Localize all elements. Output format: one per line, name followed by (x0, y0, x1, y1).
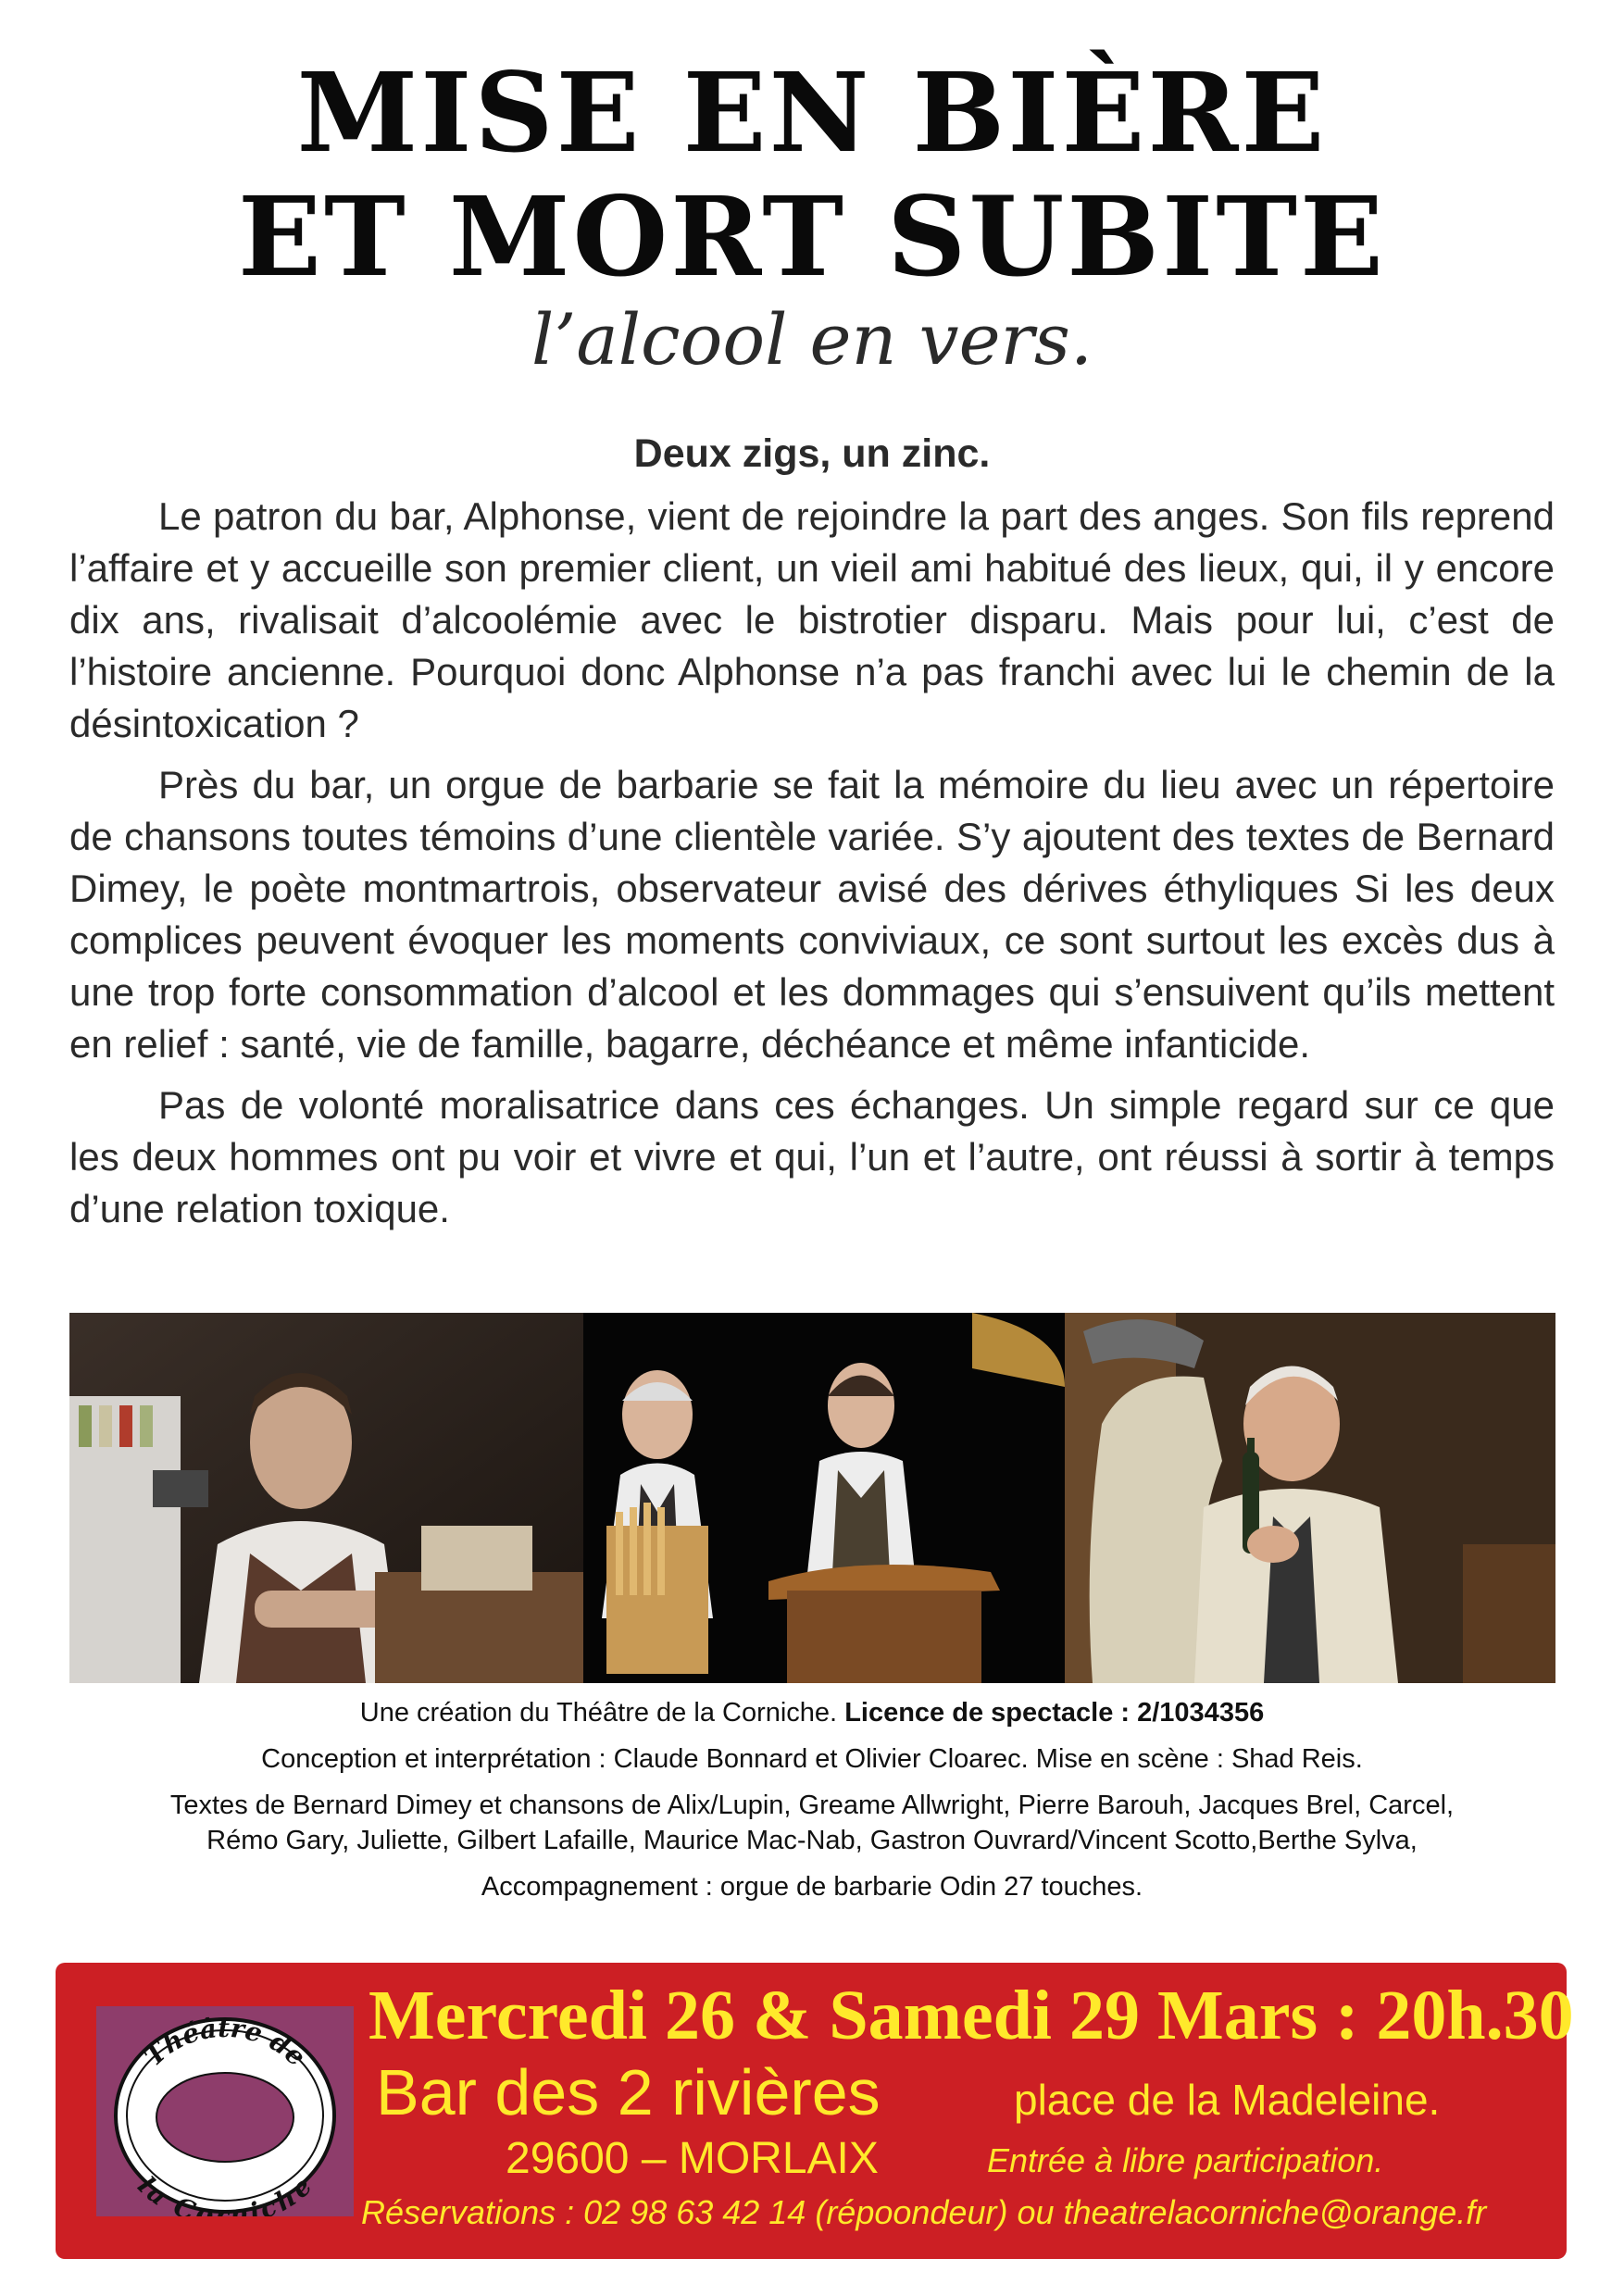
entry-info: Entrée à libre participation. (987, 2141, 1384, 2179)
venue-city: 29600 – MORLAIX (506, 2134, 879, 2183)
description (69, 491, 1555, 1244)
paragraph-1: Le patron du bar, Alphonse, vient de rejoindre la part des anges. Son fils reprend l’affaire et y accueille son premier client, un vieil ami habitué des lieux, qui, il y encore dix ans, rivalisait d’alcoolémie avec le bistrotier disparu. Mais pour lui, c’est de l’histoire ancienne. Pourquoi donc Alphonse n’a pas franchi avec lui le chemin de la désintoxication ? (69, 494, 1555, 745)
credits-texts-line-2: Rémo Gary, Juliette, Gilbert Lafaille, Maurice Mac-Nab, Gastron Ouvrard/Vincent Scotto,Berthe Sylva, (206, 1826, 1418, 1855)
logo-text-top: Théâtre de (138, 2012, 312, 2073)
title-line-2: ET MORT SUBITE (238, 172, 1386, 301)
photo-bar-actor (69, 1313, 583, 1683)
paragraph-2: Près du bar, un orgue de barbarie se fait la mémoire du lieu avec un répertoire de chansons toutes témoins d’une clientèle variée. S’y ajoutent des textes de Bernard Dimey, le poète montmartrois, observateur avisé des dérives éthyliques Si les deux complices peuvent évoquer les moments conviviaux, ce sont surtout les excès dus à une trop forte consommation d’alcool et les dommages qui s’ensuivent qu’ils mettent en relief : santé, vie de famille, bagarre, déchéance et même infanticide. (69, 763, 1555, 1066)
venue-name: Bar des 2 rivières (376, 2056, 881, 2128)
title-line-1: MISE EN BIÈRE (296, 48, 1328, 177)
lead-line: Deux zigs, un zinc. (633, 431, 991, 476)
credits-conception: Conception et interprétation : Claude Bonnard et Olivier Cloarec. Mise en scène : Shad Reis. (261, 1744, 1363, 1774)
venue-address: place de la Madeleine. (1014, 2076, 1441, 2124)
photo-bottle-actor (1065, 1313, 1555, 1683)
event-dates: Mercredi 26 & Samedi 29 Mars : 20h.30 (369, 1977, 1574, 2054)
credits-texts-line-1: Textes de Bernard Dimey et chansons de Alix/Lupin, Greame Allwright, Pierre Barouh, Jacques Brel, Carcel, (169, 1791, 1455, 1820)
creation-text: Une création du Théâtre de la Corniche. (359, 1698, 838, 1728)
logo-text-bottom: la Corniche (131, 2170, 319, 2216)
photo-two-actors (583, 1313, 1065, 1683)
event-banner (56, 1963, 1574, 2259)
credits-creation (56, 1694, 1568, 1731)
subtitle: l’alcool en vers. (531, 298, 1093, 381)
licence-text: Licence de spectacle : 2/1034356 (844, 1698, 1265, 1728)
photo-strip (69, 1313, 1555, 1683)
credits-accompaniment: Accompagnement : orgue de barbarie Odin 27 touches. (481, 1872, 1143, 1902)
paragraph-3: Pas de volonté moralisatrice dans ces échanges. Un simple regard sur ce que les deux hommes ont pu voir et vivre et qui, l’un et l’autre, ont réussi à sortir à temps d’une relation toxique. (69, 1083, 1555, 1230)
reservations-info: Réservations : 02 98 63 42 14 (répoondeur) ou theatrelacorniche@orange.fr (361, 2193, 1487, 2231)
theatre-logo (96, 2006, 354, 2216)
